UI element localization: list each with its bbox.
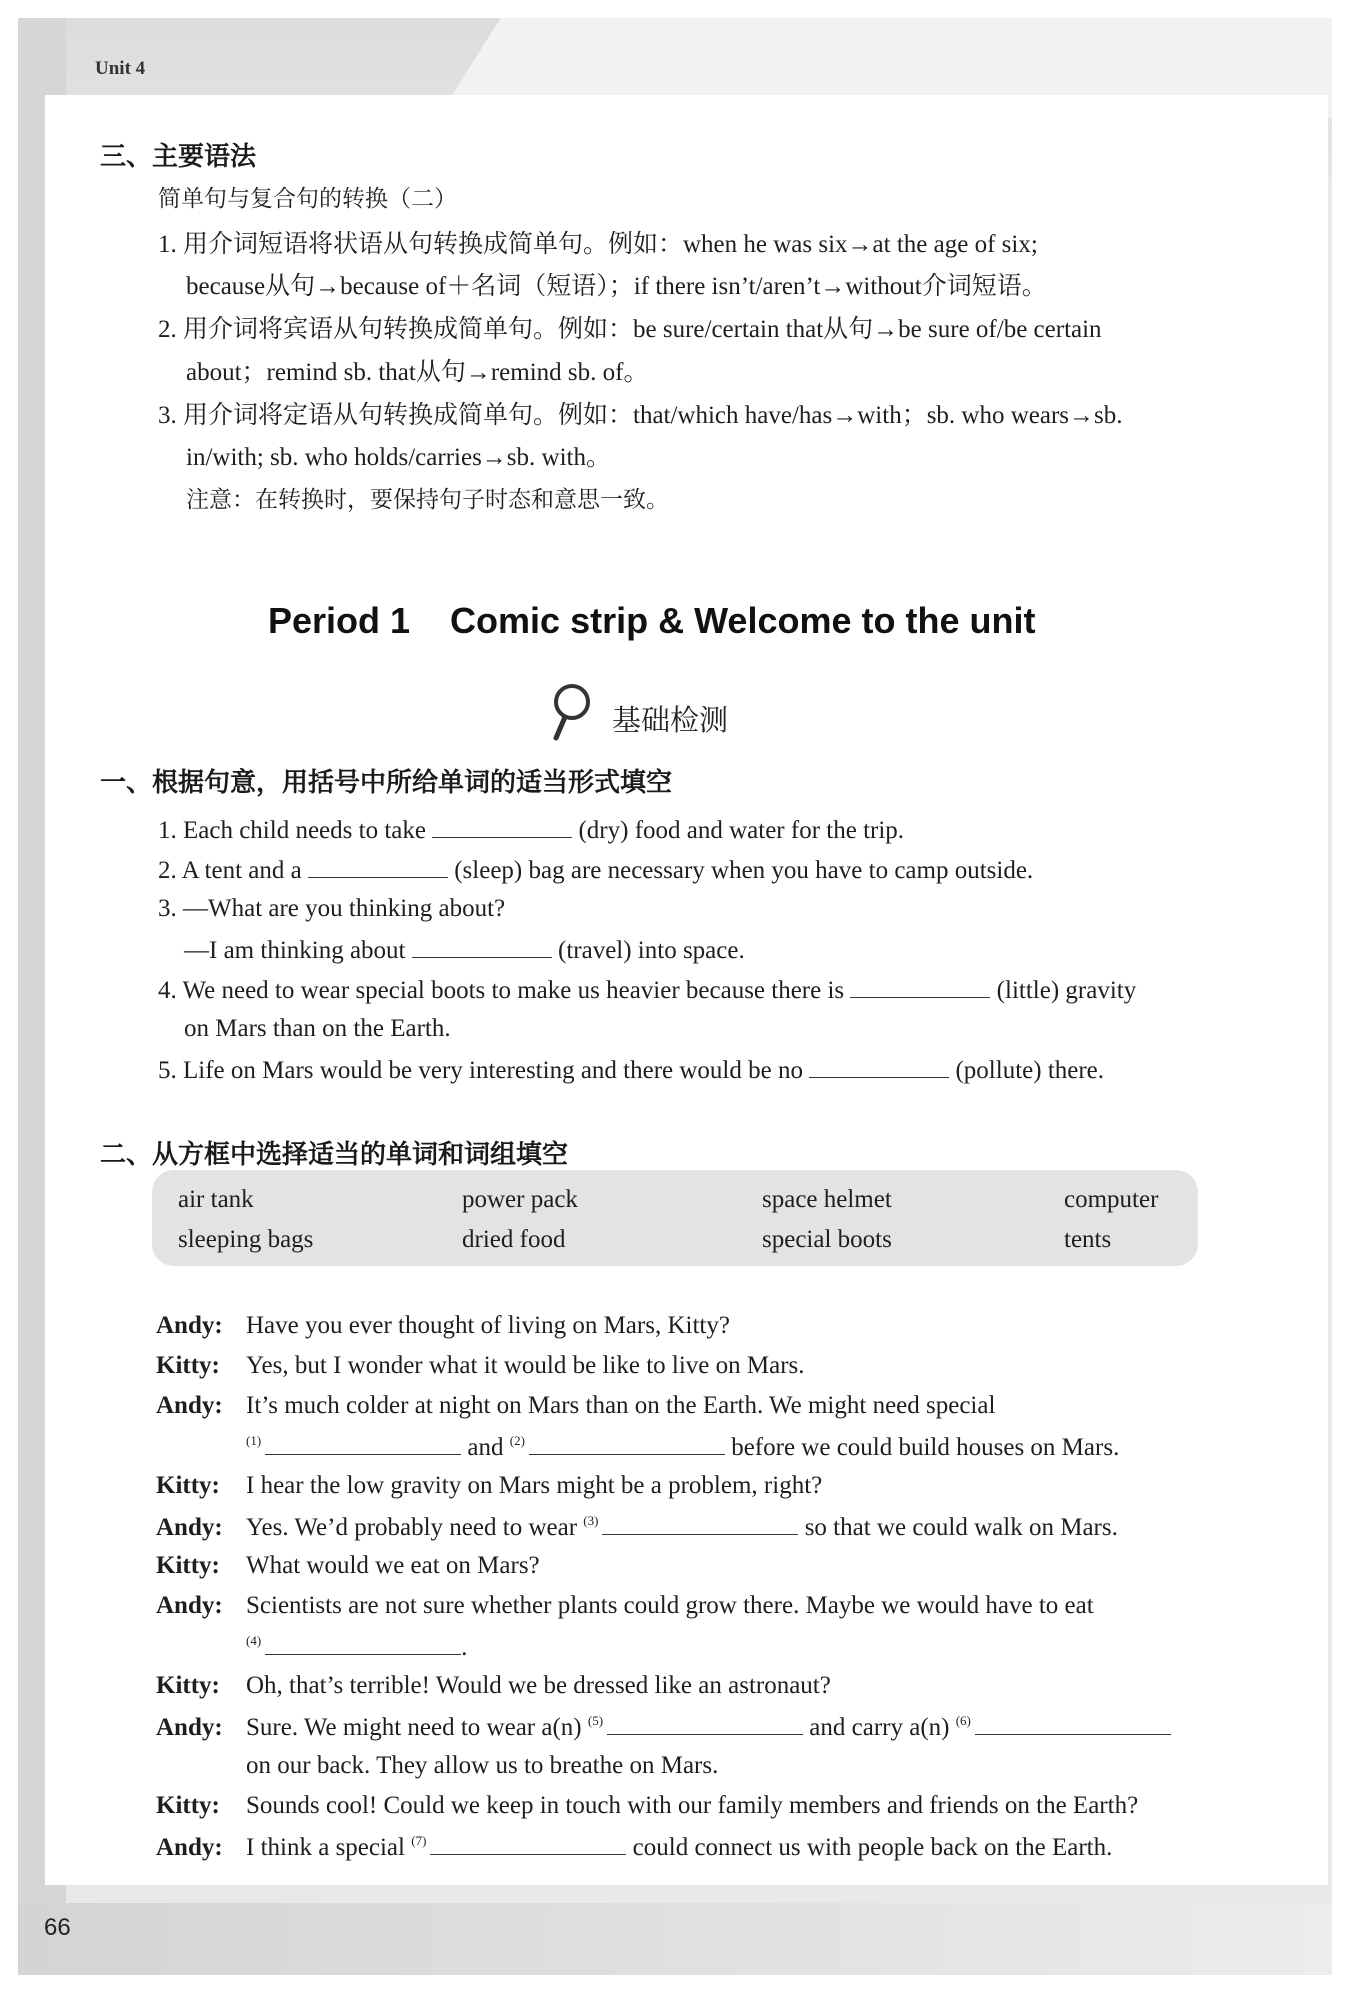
question-3-line2	[184, 935, 745, 965]
word-air-tank: air tank	[178, 1186, 254, 1213]
check-title: 基础检测	[612, 703, 729, 737]
question-4-text-b: (little) gravity	[996, 977, 1137, 1004]
dialogue-text: What would we eat on Mars?	[246, 1552, 540, 1579]
dialogue-text: could connect us with people back on the Earth.	[632, 1834, 1113, 1861]
question-4-line2: on Mars than on the Earth.	[184, 1015, 451, 1042]
blank-number: (3)	[583, 1513, 599, 1528]
question-1-text-a: 1. Each child needs to take	[158, 817, 426, 844]
speaker-kitty: Kitty:	[156, 1472, 220, 1499]
word-bank-box	[152, 1170, 1198, 1266]
dialogue-line-9	[156, 1712, 1171, 1742]
page-number: 66	[44, 1914, 71, 1941]
question-3-text-c: (travel) into space.	[558, 937, 745, 964]
word-dried-food: dried food	[462, 1226, 566, 1253]
grammar-rule-3-line1: 3. 用介词将定语从句转换成简单句。例如：that/which have/has→with；sb. who wears→sb.	[158, 402, 1123, 429]
answer-blank-4[interactable]	[265, 1632, 461, 1655]
answer-blank-6[interactable]	[975, 1712, 1171, 1735]
magnifier-icon	[548, 682, 596, 747]
question-5-text-b: (pollute) there.	[955, 1057, 1105, 1084]
period-title: Period 1 Comic strip & Welcome to the unit	[268, 600, 1036, 641]
question-4-text-a: 4. We need to wear special boots to make us heavier because there is	[158, 977, 845, 1004]
dialogue-line-7	[156, 1592, 1094, 1620]
question-3-line1: 3. —What are you thinking about?	[158, 895, 506, 922]
speaker-andy: Andy:	[156, 1834, 223, 1861]
answer-blank-q1[interactable]	[432, 815, 572, 838]
dialogue-line-5	[156, 1512, 1118, 1542]
word-sleeping-bags: sleeping bags	[178, 1226, 314, 1253]
dialogue-line-2	[156, 1352, 805, 1380]
dialogue-line-8	[156, 1672, 831, 1700]
speaker-andy: Andy:	[156, 1312, 223, 1339]
grammar-rule-2-line2: about；remind sb. that从句→remind sb. of。	[186, 359, 649, 386]
word-power-pack: power pack	[462, 1186, 578, 1213]
speaker-kitty: Kitty:	[156, 1672, 220, 1699]
dialogue-text: Oh, that’s terrible! Would we be dressed like an astronaut?	[246, 1672, 831, 1699]
blank-number: (1)	[246, 1433, 262, 1448]
dialogue-line-4	[156, 1472, 822, 1500]
blank-number: (7)	[411, 1833, 427, 1848]
answer-blank-q3[interactable]	[412, 935, 552, 958]
dialogue-line-6	[156, 1552, 540, 1580]
dialogue-text: .	[461, 1634, 468, 1661]
answer-blank-2[interactable]	[529, 1432, 725, 1455]
dialogue-text: I hear the low gravity on Mars might be a problem, right?	[246, 1472, 823, 1499]
question-2	[158, 855, 1033, 885]
answer-blank-q2[interactable]	[308, 855, 448, 878]
question-1	[158, 815, 904, 845]
question-3-text-b: —I am thinking about	[184, 937, 406, 964]
answer-blank-q5[interactable]	[809, 1055, 949, 1078]
dialogue-text: and carry a(n)	[809, 1714, 950, 1741]
speaker-andy: Andy:	[156, 1592, 223, 1619]
dialogue-text: before we could build houses on Mars.	[731, 1434, 1120, 1461]
word-computer: computer	[1064, 1186, 1159, 1213]
dialogue-text: It’s much colder at night on Mars than on the Earth. We might need special	[246, 1392, 996, 1419]
part1-heading: 一、根据句意，用括号中所给单词的适当形式填空	[100, 768, 673, 798]
answer-blank-3[interactable]	[602, 1512, 798, 1535]
speaker-kitty: Kitty:	[156, 1552, 220, 1579]
dialogue-text: I think a special	[246, 1834, 405, 1861]
question-2-text-b: (sleep) bag are necessary when you have to camp outside.	[454, 857, 1034, 884]
dialogue-line-7b	[246, 1632, 467, 1662]
blank-number: (5)	[587, 1713, 604, 1728]
grammar-rule-3-line2: in/with; sb. who holds/carries→sb. with。	[186, 444, 611, 471]
dialogue-text: so that we could walk on Mars.	[804, 1514, 1118, 1541]
dialogue-line-3	[156, 1392, 995, 1420]
dialogue-line-9b: on our back. They allow us to breathe on Mars.	[246, 1752, 719, 1779]
speaker-andy: Andy:	[156, 1392, 223, 1419]
dialogue-text: Yes, but I wonder what it would be like to live on Mars.	[246, 1352, 805, 1379]
question-2-text-a: 2. A tent and a	[158, 857, 302, 884]
footer-band	[18, 1903, 1332, 1975]
word-tents: tents	[1064, 1226, 1112, 1253]
answer-blank-1[interactable]	[265, 1432, 461, 1455]
grammar-rule-1-line1: 1. 用介词短语将状语从句转换成简单句。例如：when he was six→at the age of six;	[158, 231, 1038, 258]
word-space-helmet: space helmet	[762, 1186, 892, 1213]
part2-heading: 二、从方框中选择适当的单词和词组填空	[100, 1140, 569, 1170]
question-5-text-a: 5. Life on Mars would be very interesting and there would be no	[158, 1057, 803, 1084]
grammar-rule-1-line2: because从句→because of＋名词（短语）；if there isn’t/aren’t→without介词短语。	[186, 273, 1047, 300]
question-5	[158, 1055, 1104, 1085]
blank-number: (6)	[955, 1713, 971, 1728]
dialogue-text: Scientists are not sure whether plants could grow there. Maybe we would have to eat	[246, 1592, 1094, 1619]
answer-blank-5[interactable]	[607, 1712, 803, 1735]
speaker-kitty: Kitty:	[156, 1792, 220, 1819]
dialogue-line-10	[156, 1792, 1138, 1820]
grammar-rule-2-line1: 2. 用介词将宾语从句转换成简单句。例如：be sure/certain that从句→be sure of/be certain	[158, 316, 1102, 343]
answer-blank-q4[interactable]	[850, 975, 990, 998]
grammar-heading: 三、主要语法	[100, 142, 257, 172]
dialogue-line-3b	[246, 1432, 1119, 1462]
unit-label: Unit 4	[95, 58, 146, 79]
dialogue-line-11	[156, 1832, 1112, 1862]
speaker-andy: Andy:	[156, 1714, 223, 1741]
blank-number: (2)	[509, 1433, 525, 1448]
dialogue-text: Sounds cool! Could we keep in touch with our family members and friends on the Earth?	[246, 1792, 1139, 1819]
speaker-kitty: Kitty:	[156, 1352, 220, 1379]
dialogue-text: Have you ever thought of living on Mars, Kitty?	[246, 1312, 730, 1339]
blank-number: (4)	[246, 1633, 262, 1648]
question-4-line1	[158, 975, 1136, 1005]
dialogue-text: and	[467, 1434, 504, 1461]
grammar-note: 注意：在转换时，要保持句子时态和意思一致。	[186, 487, 669, 513]
grammar-subtitle: 简单句与复合句的转换（二）	[158, 186, 457, 212]
question-1-text-b: (dry) food and water for the trip.	[578, 817, 905, 844]
dialogue-text: Sure. We might need to wear a(n)	[246, 1714, 582, 1741]
speaker-andy: Andy:	[156, 1514, 223, 1541]
dialogue-text: Yes. We’d probably need to wear	[246, 1514, 578, 1541]
dialogue-line-1	[156, 1312, 730, 1340]
answer-blank-7[interactable]	[430, 1832, 626, 1855]
word-special-boots: special boots	[762, 1226, 892, 1253]
